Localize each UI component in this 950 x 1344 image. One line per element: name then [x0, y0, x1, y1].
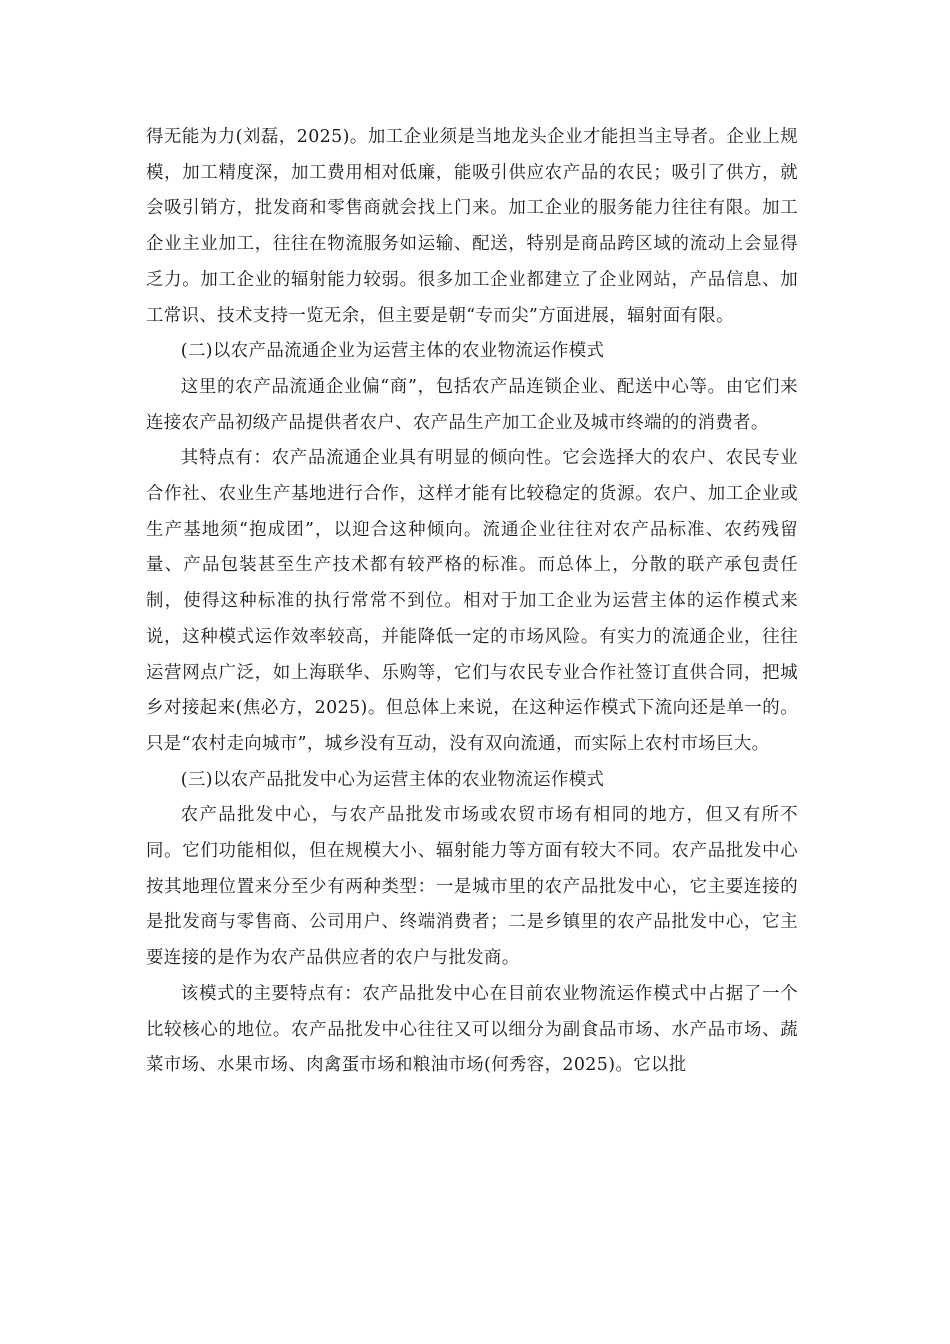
section-heading-3: (三)以农产品批发中心为运营主体的农业物流运作模式: [180, 769, 605, 790]
paragraph-distribution-intro: 这里的农产品流通企业偏“商”，包括农产品连锁企业、配送中心等。由它们来连接农产品初级产品提供者农户、农产品生产加工企业及城市终端的的消费者。: [146, 376, 798, 433]
document-page: [146, 120, 798, 1084]
paragraph-distribution-features: 其特点有：农产品流通企业具有明显的倾向性。它会选择大的农户、农民专业合作社、农业生产基地进行合作，这样才能有比较稳定的货源。农户、加工企业或生产基地须“抱成团”，以迎合这种倾向。流通企业往往对农产品标准、农药残留量、产品包装甚至生产技术都有较严格的标准。而总体上，分散的联产承包责任制，使得这种标准的执行常常不到位。相对于加工企业为运营主体的运作模式来说，这种模式运作效率较高，并能降低一定的市场风险。有实力的流通企业，往往运营网点广泛，如上海联华、乐购等，它们与农民专业合作社签订直供合同，把城乡对接起来(焦必方，2025)。但总体上来说，在这种运作模式下流向还是单一的。只是“农村走向城市”，城乡没有互动，没有双向流通，而实际上农村市场巨大。: [146, 448, 798, 754]
section-heading-2: (二)以农产品流通企业为运营主体的农业物流运作模式: [180, 341, 605, 362]
paragraph-wholesale-features: 该模式的主要特点有：农产品批发中心在目前农业物流运作模式中占据了一个比较核心的地位。农产品批发中心往往又可以细分为副食品市场、水产品市场、蔬菜市场、水果市场、肉禽蛋市场和粮油市场(何秀容，2025)。它以批: [146, 983, 798, 1076]
paragraph-wholesale-intro: 农产品批发中心，与农产品批发市场或农贸市场有相同的地方，但又有所不同。它们功能相似，但在规模大小、辐射能力等方面有较大不同。农产品批发中心按其地理位置来分至少有两种类型：一是城市里的农产品批发中心，它主要连接的是批发商与零售商、公司用户、终端消费者；二是乡镇里的农产品批发中心，它主要连接的是作为农产品供应者的农户与批发商。: [146, 805, 798, 969]
paragraph-continuation: 得无能为力(刘磊，2025)。加工企业须是当地龙头企业才能担当主导者。企业上规模，加工精度深，加工费用相对低廉，能吸引供应农产品的农民；吸引了供方，就会吸引销方，批发商和零售商就会找上门来。加工企业的服务能力往往有限。加工企业主业加工，往往在物流服务如运输、配送，特别是商品跨区域的流动上会显得乏力。加工企业的辐射能力较弱。很多加工企业都建立了企业网站，产品信息、加工常识、技术支持一览无余，但主要是朝“专而尖”方面进展，辐射面有限。: [146, 127, 798, 326]
